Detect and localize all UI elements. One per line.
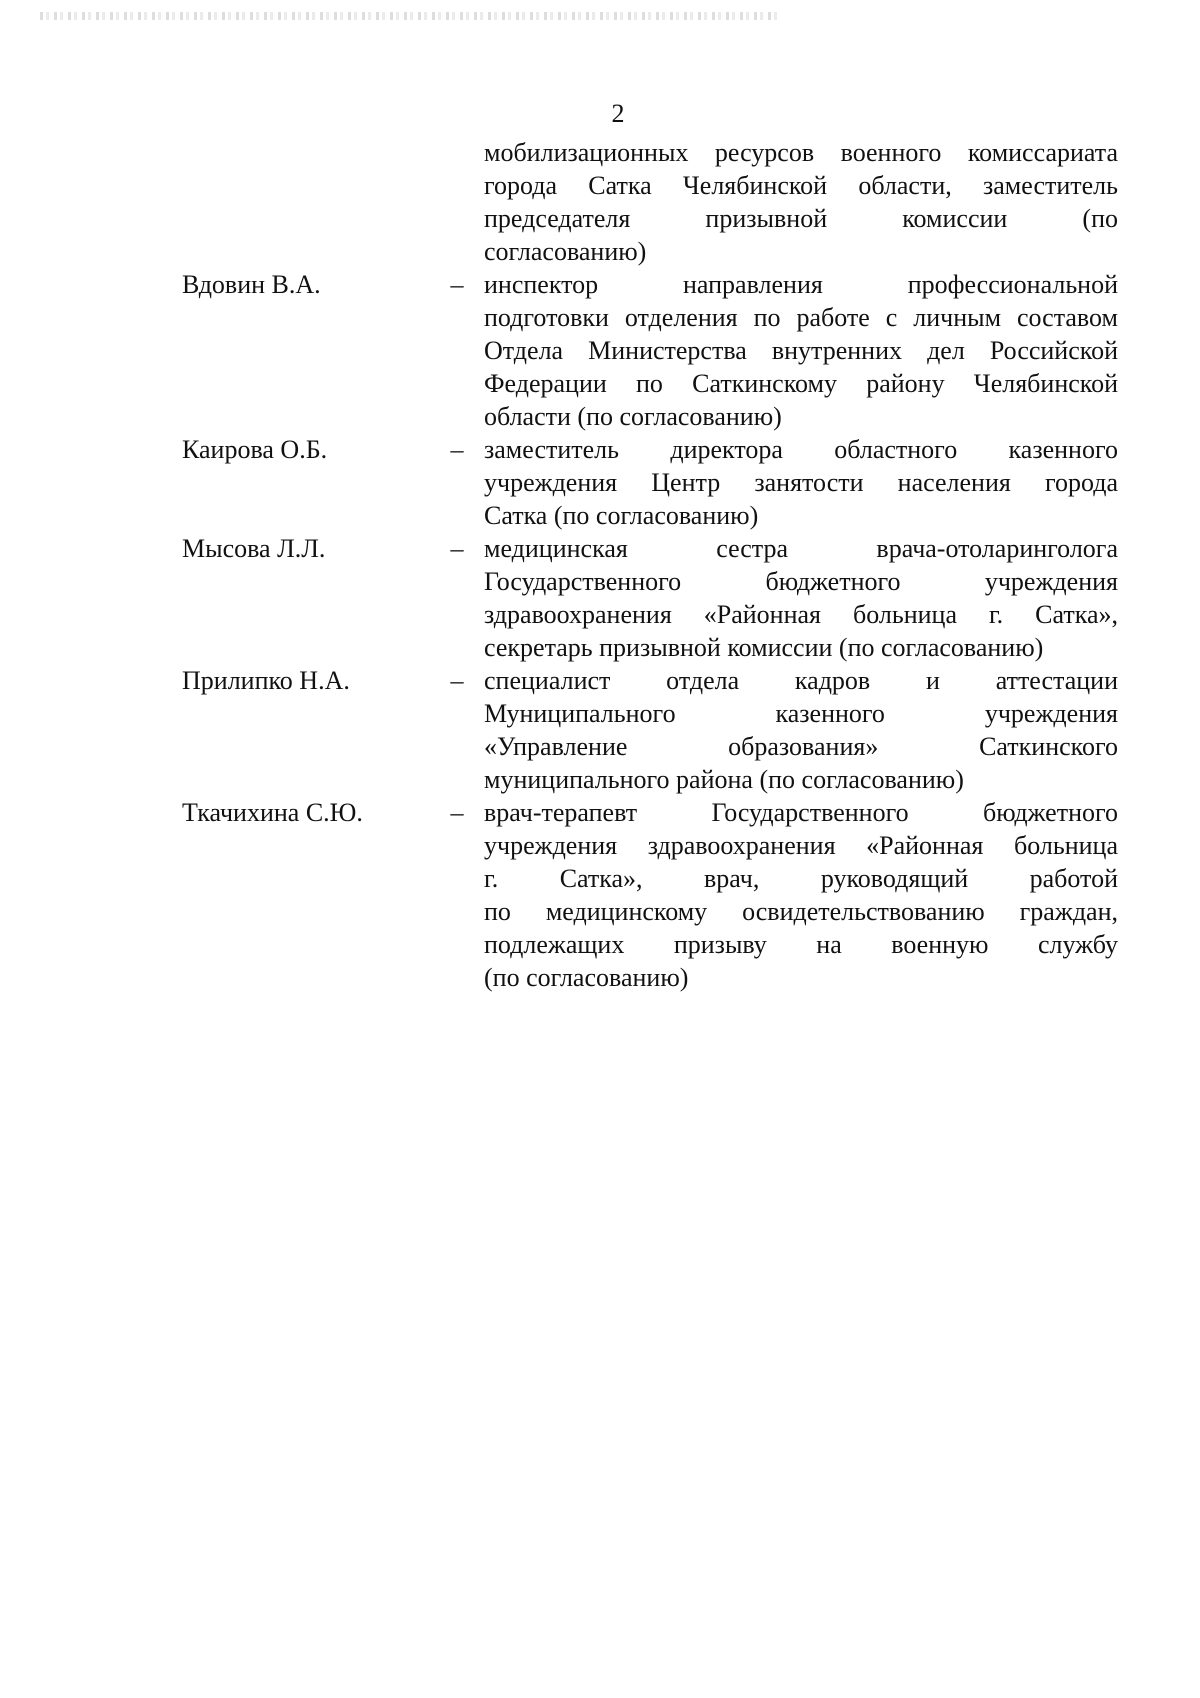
- dash: –: [450, 534, 464, 563]
- dash: –: [450, 798, 464, 827]
- description-line: учреждения здравоохранения «Районная больница: [484, 831, 1118, 860]
- description-line: подготовки отделения по работе с личным составом: [484, 303, 1118, 332]
- member-name: Вдовин В.А.: [182, 270, 321, 299]
- member-description: [484, 136, 1118, 268]
- description-line: секретарь призывной комиссии (по согласованию): [484, 633, 1044, 662]
- description-line: Государственного бюджетного учреждения: [484, 567, 1118, 596]
- description-line: подлежащих призыву на военную службу: [484, 930, 1118, 959]
- description-line: (по согласованию): [484, 963, 689, 992]
- description-line: медицинская сестра врача-отоларинголога: [484, 534, 1118, 563]
- member-description: [484, 433, 1118, 532]
- description-line: области (по согласованию): [484, 402, 782, 431]
- page-number: 2: [611, 99, 625, 128]
- description-line: учреждения Центр занятости населения города: [484, 468, 1118, 497]
- description-line: г. Сатка», врач, руководящий работой: [484, 864, 1118, 893]
- description-line: врач-терапевт Государственного бюджетного: [484, 798, 1118, 827]
- description-line: «Управление образования» Саткинского: [484, 732, 1118, 761]
- continuation-entry: [0, 136, 1200, 268]
- commission-list: [0, 136, 1200, 994]
- scan-artifact: [40, 12, 780, 20]
- description-line: здравоохранения «Районная больница г. Сатка»,: [484, 600, 1118, 629]
- description-line: инспектор направления профессиональной: [484, 270, 1118, 299]
- description-line: муниципального района (по согласованию): [484, 765, 964, 794]
- description-line: по медицинскому освидетельствованию граждан,: [484, 897, 1118, 926]
- description-line: города Сатка Челябинской области, заместитель: [484, 171, 1118, 200]
- description-line: Сатка (по согласованию): [484, 501, 759, 530]
- member-entry: [0, 796, 1200, 994]
- member-description: [484, 796, 1118, 994]
- dash: –: [450, 435, 464, 464]
- description-line: председателя призывной комиссии (по: [484, 204, 1118, 233]
- member-description: [484, 268, 1118, 433]
- member-entry: [0, 433, 1200, 532]
- member-name: Каирова О.Б.: [182, 435, 328, 464]
- description-line: специалист отдела кадров и аттестации: [484, 666, 1118, 695]
- description-line: Отдела Министерства внутренних дел Российской: [484, 336, 1118, 365]
- member-description: [484, 532, 1118, 664]
- description-line: Федерации по Саткинскому району Челябинской: [484, 369, 1118, 398]
- member-description: [484, 664, 1118, 796]
- member-entry: [0, 664, 1200, 796]
- member-entry: [0, 268, 1200, 433]
- member-entry: [0, 532, 1200, 664]
- dash: –: [450, 666, 464, 695]
- dash: –: [450, 270, 464, 299]
- description-line: Муниципального казенного учреждения: [484, 699, 1118, 728]
- member-name: Прилипко Н.А.: [182, 666, 350, 695]
- description-line: мобилизационных ресурсов военного комиссариата: [484, 138, 1118, 167]
- member-name: Ткачихина С.Ю.: [182, 798, 363, 827]
- member-name: Мысова Л.Л.: [182, 534, 326, 563]
- description-line: согласованию): [484, 237, 647, 266]
- description-line: заместитель директора областного казенного: [484, 435, 1118, 464]
